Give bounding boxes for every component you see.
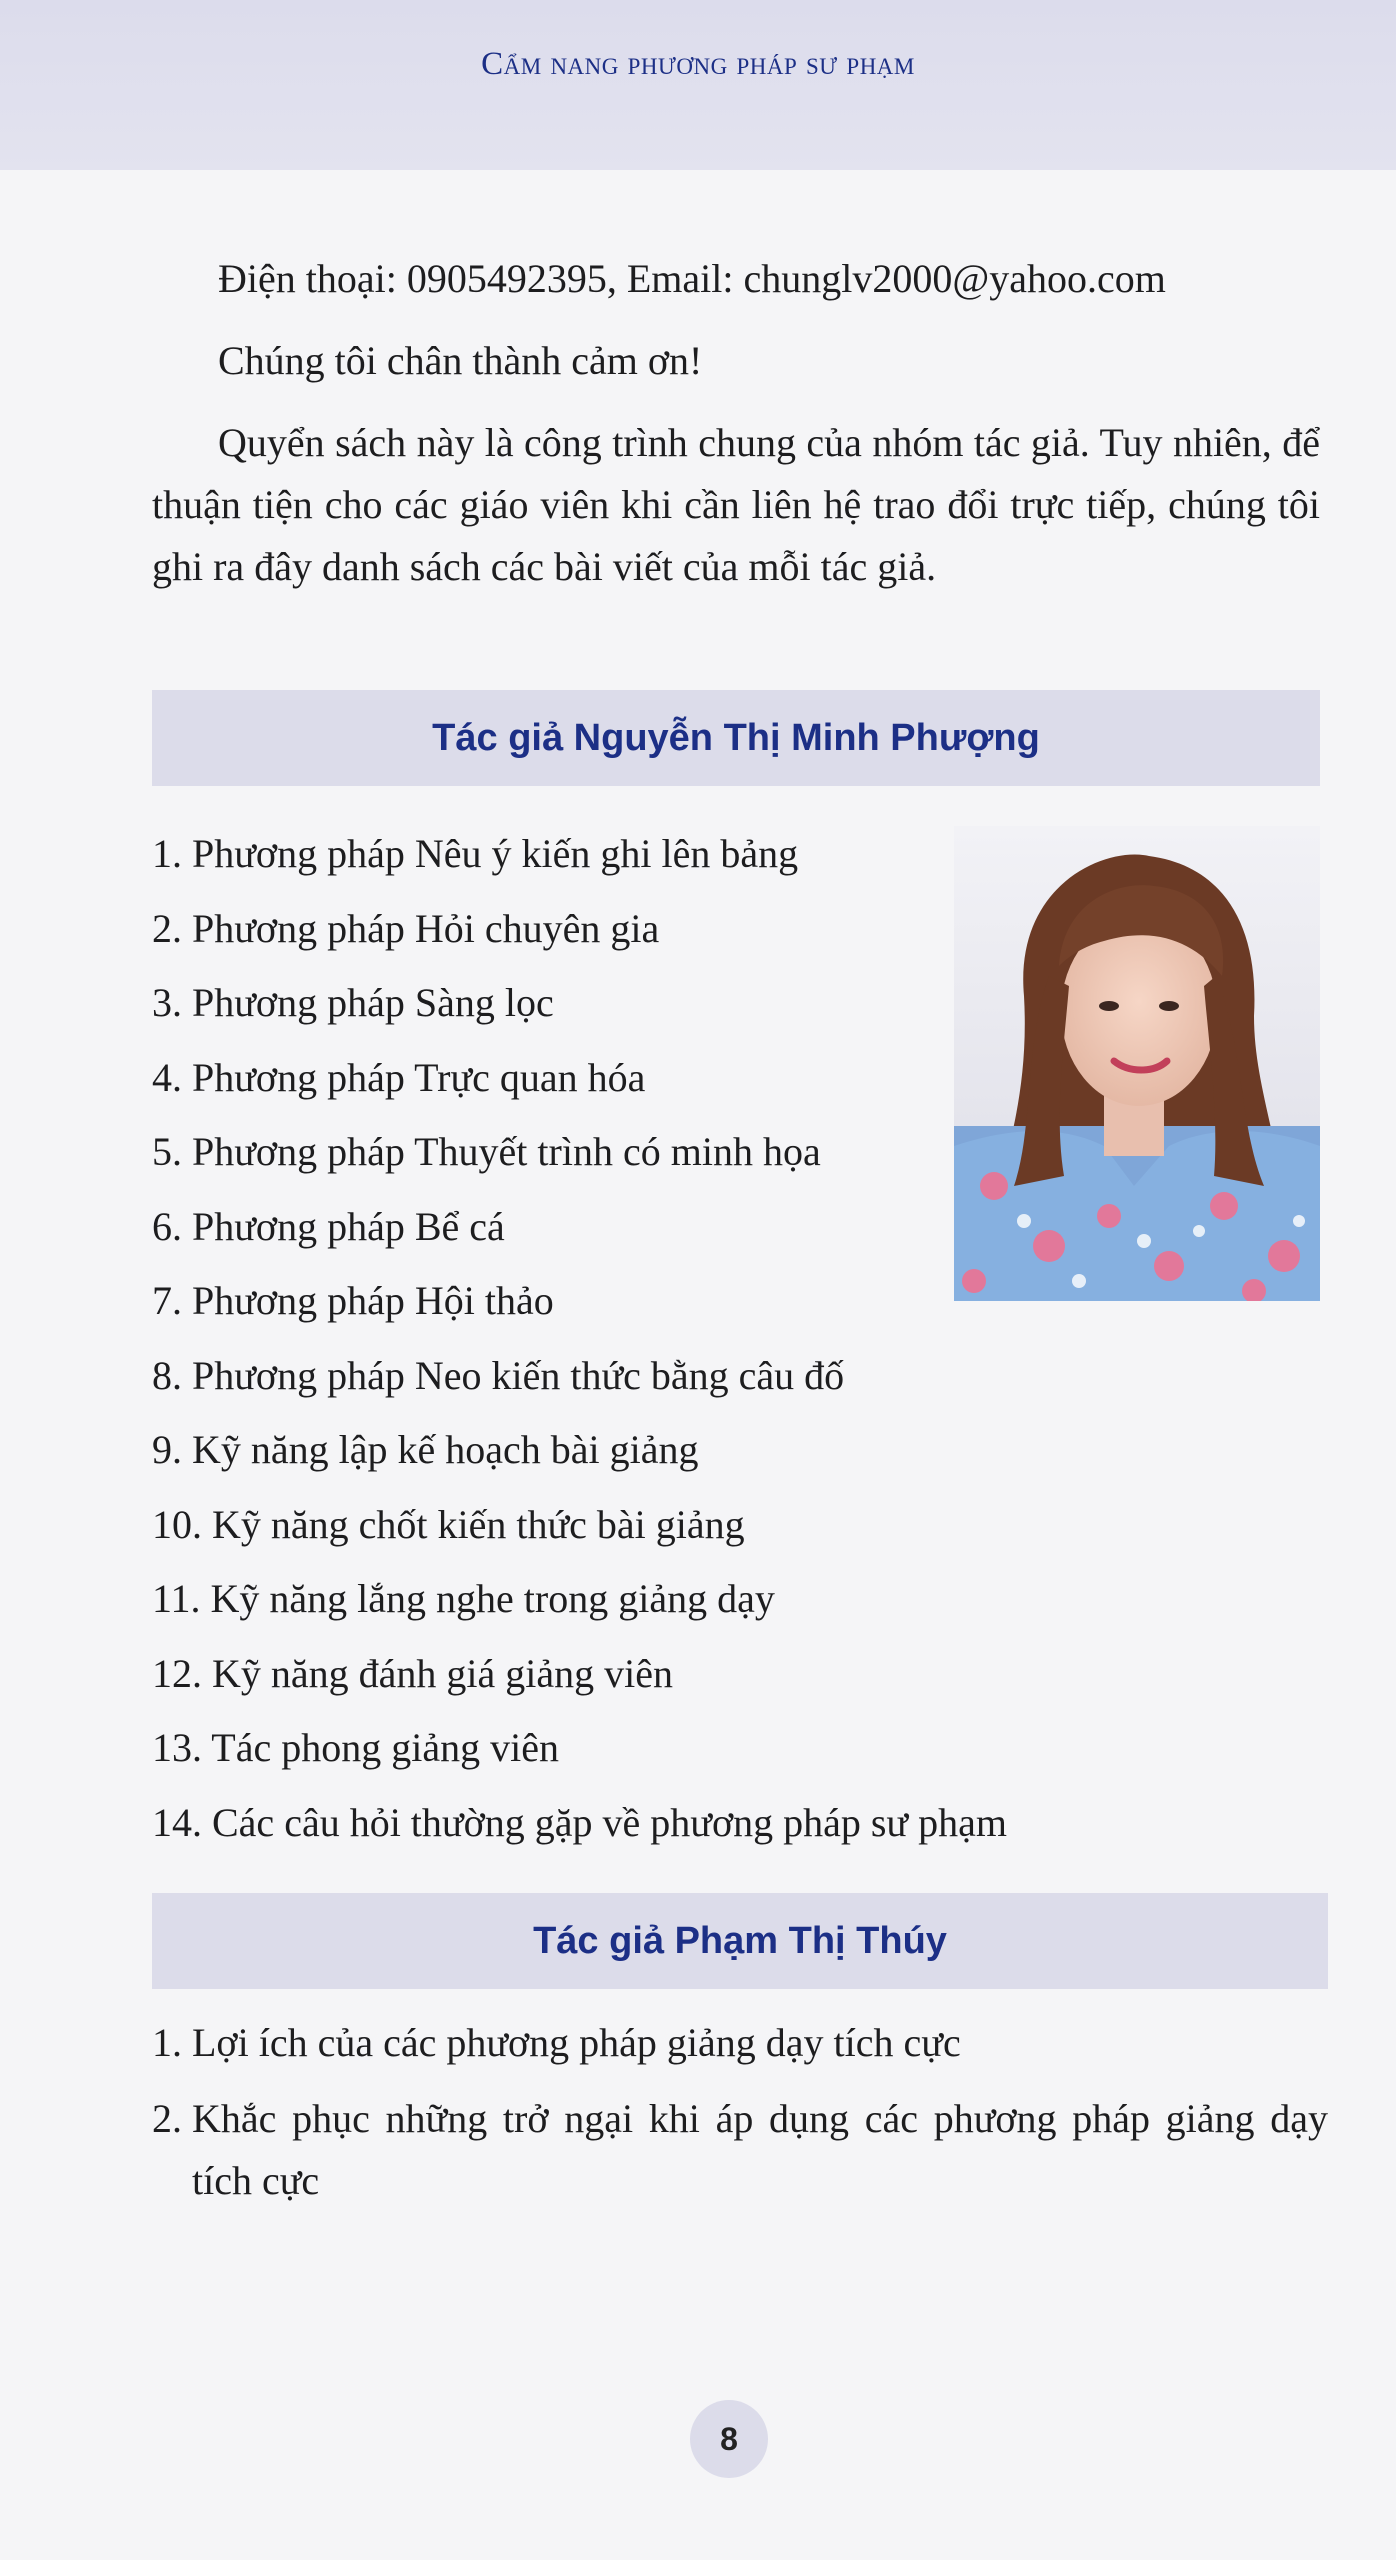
- page-number: 8: [690, 2400, 768, 2478]
- portrait-illustration: [954, 826, 1320, 1301]
- author1-heading: Tác giả Nguyễn Thị Minh Phượng: [152, 690, 1320, 786]
- list-item: 12. Kỹ năng đánh giá giảng viên: [152, 1650, 673, 1696]
- list-item: 11. Kỹ năng lắng nghe trong giảng dạy: [152, 1576, 775, 1621]
- list-item: 14. Các câu hỏi thường gặp về phương pháp sư phạm: [152, 1799, 1007, 1845]
- thanks-line: Chúng tôi chân thành cảm ơn!: [218, 338, 703, 383]
- running-title: Cẩm nang phương pháp sư phạm: [481, 46, 915, 82]
- author1-portrait: [954, 826, 1320, 1301]
- list-item: 8. Phương pháp Neo kiến thức bằng câu đố: [152, 1352, 845, 1398]
- list-item: 13. Tác phong giảng viên: [152, 1725, 559, 1770]
- list-item-text: Khắc phục những trở ngại khi áp dụng các phương pháp giảng dạy tích cực: [192, 2096, 1328, 2203]
- author2-article-list: [152, 2012, 1328, 2226]
- list-item: 2. Phương pháp Hỏi chuyên gia: [152, 905, 660, 951]
- header-band: [0, 0, 1396, 170]
- list-item: 7. Phương pháp Hội thảo: [152, 1278, 554, 1323]
- list-item: [152, 2012, 1328, 2074]
- author1-article-list: [152, 817, 1007, 1860]
- list-item: 3. Phương pháp Sàng lọc: [152, 980, 554, 1025]
- list-item: 10. Kỹ năng chốt kiến thức bài giảng: [152, 1501, 745, 1547]
- list-item: 9. Kỹ năng lập kế hoạch bài giảng: [152, 1427, 699, 1472]
- list-item: 1. Phương pháp Nêu ý kiến ghi lên bảng: [152, 831, 799, 876]
- list-item-text: Lợi ích của các phương pháp giảng dạy tích cực: [192, 2020, 961, 2065]
- intro-note: Quyển sách này là công trình chung của nhóm tác giả. Tuy nhiên, để thuận tiện cho các giáo viên khi cần liên hệ trao đổi trực tiếp, chúng tôi ghi ra đây danh sách các bài viết của mỗi tác giả.: [152, 420, 1320, 589]
- list-item: 5. Phương pháp Thuyết trình có minh họa: [152, 1129, 821, 1174]
- author2-heading: Tác giả Phạm Thị Thúy: [152, 1893, 1328, 1989]
- list-item: [152, 2088, 1328, 2212]
- list-item-number: 1.: [152, 2020, 182, 2065]
- list-item: 4. Phương pháp Trực quan hóa: [152, 1054, 646, 1100]
- list-item: 6. Phương pháp Bể cá: [152, 1203, 505, 1249]
- list-item-number: 2.: [152, 2096, 182, 2141]
- contact-line: Điện thoại: 0905492395, Email: chunglv2000@yahoo.com: [218, 256, 1166, 301]
